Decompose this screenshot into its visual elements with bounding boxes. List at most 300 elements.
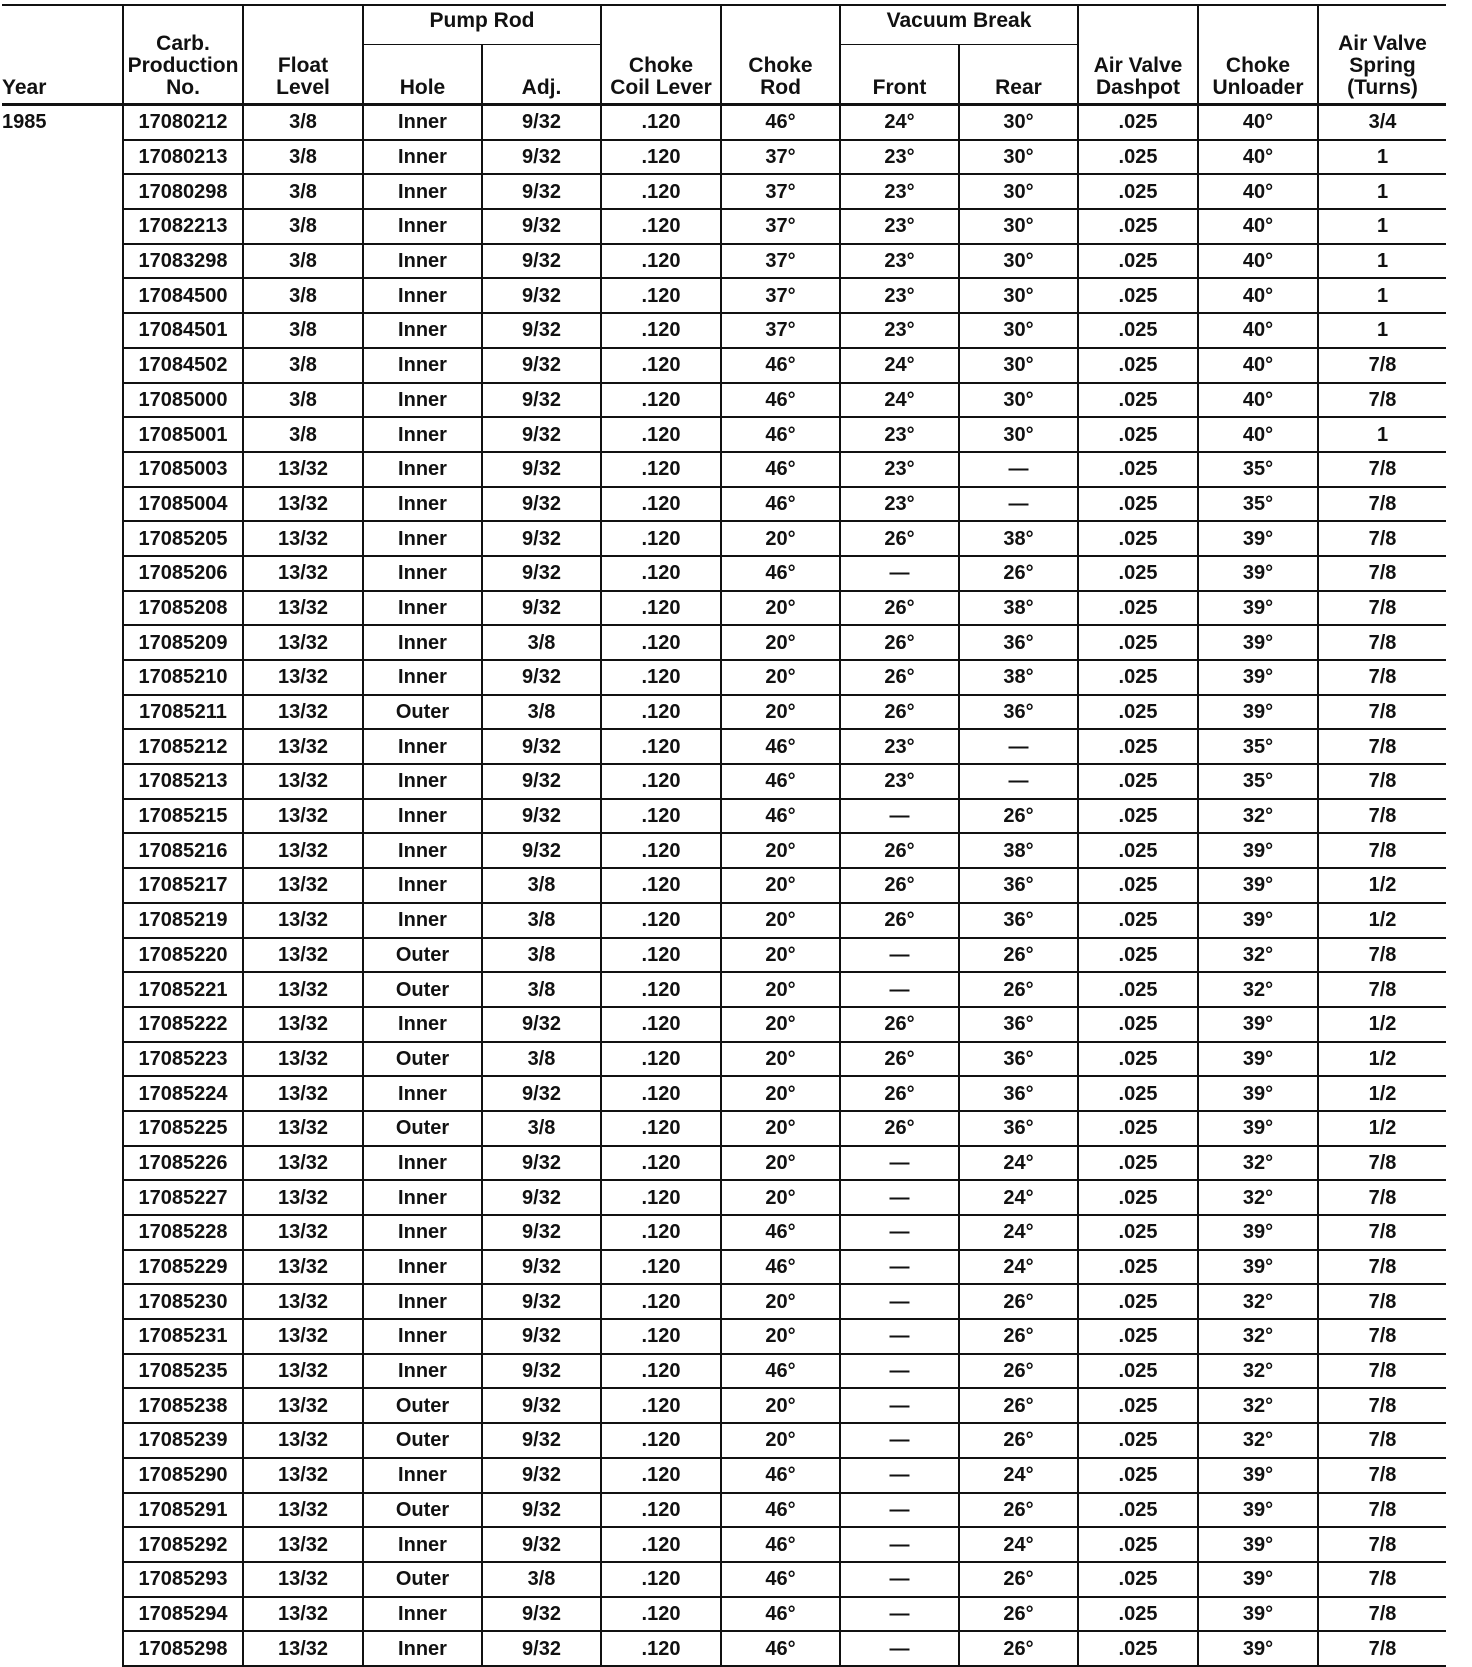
choke-unloader-cell: 39°: [1198, 833, 1318, 868]
air-valve-spring-cell: 7/8: [1318, 625, 1446, 660]
choke-unloader-cell: 32°: [1198, 1146, 1318, 1181]
air-valve-dashpot-cell: .025: [1078, 764, 1198, 799]
air-valve-dashpot-cell: .025: [1078, 1493, 1198, 1528]
air-valve-spring-cell: 7/8: [1318, 452, 1446, 487]
float-level-cell: 13/32: [243, 1250, 363, 1285]
carb-no-cell: 17080298: [123, 174, 243, 209]
air-valve-spring-cell: 7/8: [1318, 799, 1446, 834]
air-valve-dashpot-cell: .025: [1078, 1319, 1198, 1354]
air-valve-spring-cell: 7/8: [1318, 1319, 1446, 1354]
pump-adj-cell: 3/8: [482, 903, 601, 938]
vb-rear-cell: 26°: [959, 972, 1078, 1007]
table-row: [2, 1076, 1446, 1111]
choke-unloader-cell: 32°: [1198, 1423, 1318, 1458]
pump-hole-cell: Inner: [363, 452, 482, 487]
pump-adj-cell: 9/32: [482, 1458, 601, 1493]
choke-coil-lever-cell: .120: [601, 972, 721, 1007]
table-row: [2, 1215, 1446, 1250]
pump-adj-cell: 9/32: [482, 140, 601, 175]
air-valve-spring-cell: 7/8: [1318, 1250, 1446, 1285]
air-valve-spring-cell: 7/8: [1318, 591, 1446, 626]
table-row: [2, 1631, 1446, 1666]
carb-no-cell: 17085235: [123, 1354, 243, 1389]
table-row: [2, 1180, 1446, 1215]
vb-rear-cell: 26°: [959, 1319, 1078, 1354]
pump-hole-cell: Inner: [363, 278, 482, 313]
carb-no-cell: 17085216: [123, 833, 243, 868]
air-valve-dashpot-cell: .025: [1078, 903, 1198, 938]
choke-coil-lever-cell: .120: [601, 833, 721, 868]
carb-no-cell: 17085219: [123, 903, 243, 938]
pump-adj-cell: 9/32: [482, 764, 601, 799]
air-valve-spring-cell: 7/8: [1318, 695, 1446, 730]
choke-rod-cell: 20°: [721, 660, 840, 695]
vb-rear-cell: 30°: [959, 313, 1078, 348]
pump-hole-cell: Inner: [363, 1250, 482, 1285]
table-row: [2, 660, 1446, 695]
choke-coil-lever-cell: .120: [601, 903, 721, 938]
pump-adj-cell: 9/32: [482, 1631, 601, 1666]
pump-adj-cell: 9/32: [482, 556, 601, 591]
float-level-cell: 13/32: [243, 1562, 363, 1597]
vb-rear-cell: 26°: [959, 799, 1078, 834]
choke-coil-lever-cell: .120: [601, 1111, 721, 1146]
float-level-cell: 3/8: [243, 174, 363, 209]
choke-unloader-cell: 40°: [1198, 105, 1318, 140]
vb-rear-cell: 36°: [959, 903, 1078, 938]
carb-no-cell: 17083298: [123, 244, 243, 279]
vb-rear-cell: 30°: [959, 278, 1078, 313]
pump-hole-cell: Inner: [363, 1215, 482, 1250]
air-valve-spring-cell: 7/8: [1318, 1215, 1446, 1250]
choke-rod-cell: 46°: [721, 487, 840, 522]
choke-unloader-cell: 40°: [1198, 278, 1318, 313]
pump-hole-cell: Inner: [363, 1319, 482, 1354]
pump-adj-cell: 3/8: [482, 938, 601, 973]
float-level-cell: 13/32: [243, 903, 363, 938]
choke-unloader-cell: 39°: [1198, 1631, 1318, 1666]
pump-hole-cell: Outer: [363, 1388, 482, 1423]
choke-rod-cell: 37°: [721, 278, 840, 313]
pump-adj-cell: 9/32: [482, 1493, 601, 1528]
air-valve-spring-cell: 7/8: [1318, 1597, 1446, 1632]
air-valve-spring-cell: 7/8: [1318, 1527, 1446, 1562]
table-row: [2, 1146, 1446, 1181]
air-valve-spring-cell: 7/8: [1318, 938, 1446, 973]
table-row: [2, 799, 1446, 834]
choke-coil-lever-cell: .120: [601, 452, 721, 487]
air-valve-spring-cell: 7/8: [1318, 1631, 1446, 1666]
pump-hole-cell: Inner: [363, 487, 482, 522]
choke-rod-cell: 46°: [721, 1493, 840, 1528]
air-valve-dashpot-cell: .025: [1078, 1215, 1198, 1250]
choke-coil-lever-cell: .120: [601, 348, 721, 383]
air-valve-spring-cell: 1/2: [1318, 1042, 1446, 1077]
vb-rear-cell: 38°: [959, 591, 1078, 626]
choke-unloader-cell: 32°: [1198, 1354, 1318, 1389]
float-level-cell: 13/32: [243, 799, 363, 834]
carb-no-cell: 17085206: [123, 556, 243, 591]
air-valve-dashpot-cell: .025: [1078, 452, 1198, 487]
carb-no-cell: 17085209: [123, 625, 243, 660]
float-level-cell: 13/32: [243, 1354, 363, 1389]
vb-front-cell: —: [840, 938, 959, 973]
header-choke-unloader: Choke Unloader: [1198, 5, 1318, 105]
choke-coil-lever-cell: .120: [601, 729, 721, 764]
vb-rear-cell: 36°: [959, 625, 1078, 660]
carb-no-cell: 17085294: [123, 1597, 243, 1632]
pump-adj-cell: 9/32: [482, 1250, 601, 1285]
air-valve-dashpot-cell: .025: [1078, 1007, 1198, 1042]
pump-adj-cell: 9/32: [482, 209, 601, 244]
air-valve-dashpot-cell: .025: [1078, 278, 1198, 313]
carb-no-cell: 17085211: [123, 695, 243, 730]
choke-rod-cell: 20°: [721, 1180, 840, 1215]
air-valve-dashpot-cell: .025: [1078, 1180, 1198, 1215]
air-valve-dashpot-cell: .025: [1078, 1076, 1198, 1111]
carb-no-cell: 17085231: [123, 1319, 243, 1354]
vb-rear-cell: 36°: [959, 1076, 1078, 1111]
choke-unloader-cell: 32°: [1198, 1180, 1318, 1215]
choke-rod-cell: 46°: [721, 1527, 840, 1562]
pump-hole-cell: Outer: [363, 1111, 482, 1146]
pump-hole-cell: Inner: [363, 521, 482, 556]
vb-front-cell: —: [840, 1527, 959, 1562]
air-valve-dashpot-cell: .025: [1078, 348, 1198, 383]
float-level-cell: 13/32: [243, 868, 363, 903]
choke-unloader-cell: 40°: [1198, 348, 1318, 383]
float-level-cell: 13/32: [243, 1458, 363, 1493]
vb-front-cell: 26°: [840, 591, 959, 626]
carb-no-cell: 17085220: [123, 938, 243, 973]
float-level-cell: 13/32: [243, 938, 363, 973]
choke-coil-lever-cell: .120: [601, 487, 721, 522]
air-valve-spring-cell: 1/2: [1318, 903, 1446, 938]
choke-unloader-cell: 39°: [1198, 1527, 1318, 1562]
air-valve-spring-cell: 7/8: [1318, 1354, 1446, 1389]
air-valve-spring-cell: 7/8: [1318, 487, 1446, 522]
pump-adj-cell: 9/32: [482, 417, 601, 452]
float-level-cell: 13/32: [243, 452, 363, 487]
carb-no-cell: 17085001: [123, 417, 243, 452]
float-level-cell: 3/8: [243, 313, 363, 348]
choke-unloader-cell: 39°: [1198, 556, 1318, 591]
pump-hole-cell: Inner: [363, 1354, 482, 1389]
air-valve-dashpot-cell: .025: [1078, 244, 1198, 279]
carb-no-cell: 17085215: [123, 799, 243, 834]
pump-adj-cell: 9/32: [482, 452, 601, 487]
float-level-cell: 13/32: [243, 1007, 363, 1042]
air-valve-dashpot-cell: .025: [1078, 1388, 1198, 1423]
vb-rear-cell: 30°: [959, 383, 1078, 418]
carb-no-cell: 17085004: [123, 487, 243, 522]
choke-unloader-cell: 40°: [1198, 313, 1318, 348]
choke-coil-lever-cell: .120: [601, 1076, 721, 1111]
air-valve-spring-cell: 1: [1318, 417, 1446, 452]
air-valve-spring-cell: 7/8: [1318, 1388, 1446, 1423]
vb-front-cell: —: [840, 1180, 959, 1215]
air-valve-dashpot-cell: .025: [1078, 521, 1198, 556]
vb-front-cell: 26°: [840, 833, 959, 868]
table-row: [2, 1562, 1446, 1597]
choke-coil-lever-cell: .120: [601, 313, 721, 348]
air-valve-spring-cell: 1/2: [1318, 868, 1446, 903]
table-row: [2, 938, 1446, 973]
choke-rod-cell: 46°: [721, 1597, 840, 1632]
choke-coil-lever-cell: .120: [601, 105, 721, 140]
table-row: [2, 1527, 1446, 1562]
choke-unloader-cell: 32°: [1198, 1319, 1318, 1354]
float-level-cell: 13/32: [243, 556, 363, 591]
table-row: [2, 625, 1446, 660]
choke-coil-lever-cell: .120: [601, 383, 721, 418]
air-valve-dashpot-cell: .025: [1078, 1042, 1198, 1077]
air-valve-spring-cell: 7/8: [1318, 1423, 1446, 1458]
choke-coil-lever-cell: .120: [601, 868, 721, 903]
choke-rod-cell: 20°: [721, 695, 840, 730]
vb-front-cell: —: [840, 1388, 959, 1423]
table-row: [2, 1284, 1446, 1319]
vb-front-cell: —: [840, 1250, 959, 1285]
vb-front-cell: —: [840, 1597, 959, 1632]
pump-adj-cell: 3/8: [482, 1042, 601, 1077]
pump-hole-cell: Inner: [363, 799, 482, 834]
choke-unloader-cell: 39°: [1198, 868, 1318, 903]
air-valve-dashpot-cell: .025: [1078, 1111, 1198, 1146]
header-pump-rod: Pump Rod: [363, 5, 601, 45]
table-row: [2, 1111, 1446, 1146]
choke-coil-lever-cell: .120: [601, 1388, 721, 1423]
carb-no-cell: 17084502: [123, 348, 243, 383]
carb-no-cell: 17080213: [123, 140, 243, 175]
pump-hole-cell: Inner: [363, 833, 482, 868]
air-valve-dashpot-cell: .025: [1078, 174, 1198, 209]
choke-coil-lever-cell: .120: [601, 1527, 721, 1562]
pump-adj-cell: 3/8: [482, 1562, 601, 1597]
vb-rear-cell: 26°: [959, 1597, 1078, 1632]
vb-rear-cell: 36°: [959, 695, 1078, 730]
choke-rod-cell: 20°: [721, 868, 840, 903]
choke-rod-cell: 37°: [721, 313, 840, 348]
air-valve-dashpot-cell: .025: [1078, 868, 1198, 903]
air-valve-dashpot-cell: .025: [1078, 729, 1198, 764]
pump-hole-cell: Inner: [363, 383, 482, 418]
air-valve-dashpot-cell: .025: [1078, 799, 1198, 834]
pump-hole-cell: Inner: [363, 105, 482, 140]
vb-rear-cell: 24°: [959, 1146, 1078, 1181]
float-level-cell: 13/32: [243, 1180, 363, 1215]
choke-rod-cell: 20°: [721, 833, 840, 868]
table-row: [2, 348, 1446, 383]
air-valve-spring-cell: 1: [1318, 278, 1446, 313]
choke-coil-lever-cell: .120: [601, 1146, 721, 1181]
header-vacuum-break: Vacuum Break: [840, 5, 1078, 45]
choke-coil-lever-cell: .120: [601, 244, 721, 279]
float-level-cell: 13/32: [243, 521, 363, 556]
choke-rod-cell: 20°: [721, 521, 840, 556]
pump-adj-cell: 9/32: [482, 174, 601, 209]
header-pump-hole: Hole: [363, 45, 482, 105]
pump-adj-cell: 3/8: [482, 868, 601, 903]
air-valve-dashpot-cell: .025: [1078, 695, 1198, 730]
choke-coil-lever-cell: .120: [601, 1354, 721, 1389]
float-level-cell: 13/32: [243, 1493, 363, 1528]
air-valve-dashpot-cell: .025: [1078, 209, 1198, 244]
air-valve-dashpot-cell: .025: [1078, 591, 1198, 626]
table-row: [2, 1493, 1446, 1528]
carb-no-cell: 17084501: [123, 313, 243, 348]
air-valve-spring-cell: 7/8: [1318, 833, 1446, 868]
pump-adj-cell: 9/32: [482, 487, 601, 522]
float-level-cell: 13/32: [243, 729, 363, 764]
pump-adj-cell: 9/32: [482, 833, 601, 868]
choke-rod-cell: 46°: [721, 764, 840, 799]
pump-adj-cell: 9/32: [482, 1180, 601, 1215]
table-row: [2, 1250, 1446, 1285]
choke-unloader-cell: 40°: [1198, 174, 1318, 209]
choke-coil-lever-cell: .120: [601, 1597, 721, 1632]
table-row: [2, 105, 1446, 140]
choke-rod-cell: 20°: [721, 625, 840, 660]
air-valve-dashpot-cell: .025: [1078, 1597, 1198, 1632]
choke-coil-lever-cell: .120: [601, 1493, 721, 1528]
vb-rear-cell: 24°: [959, 1458, 1078, 1493]
float-level-cell: 13/32: [243, 1423, 363, 1458]
table-row: [2, 1423, 1446, 1458]
choke-unloader-cell: 39°: [1198, 1458, 1318, 1493]
float-level-cell: 13/32: [243, 660, 363, 695]
table-row: [2, 591, 1446, 626]
float-level-cell: 13/32: [243, 1319, 363, 1354]
pump-hole-cell: Inner: [363, 348, 482, 383]
choke-coil-lever-cell: .120: [601, 1319, 721, 1354]
vb-front-cell: 23°: [840, 313, 959, 348]
choke-rod-cell: 20°: [721, 1146, 840, 1181]
pump-hole-cell: Inner: [363, 174, 482, 209]
pump-hole-cell: Inner: [363, 1597, 482, 1632]
carb-no-cell: 17085293: [123, 1562, 243, 1597]
float-level-cell: 13/32: [243, 1111, 363, 1146]
pump-adj-cell: 9/32: [482, 383, 601, 418]
float-level-cell: 3/8: [243, 383, 363, 418]
float-level-cell: 13/32: [243, 591, 363, 626]
table-row: [2, 174, 1446, 209]
choke-unloader-cell: 39°: [1198, 1562, 1318, 1597]
carb-no-cell: 17085223: [123, 1042, 243, 1077]
choke-coil-lever-cell: .120: [601, 278, 721, 313]
choke-rod-cell: 20°: [721, 1388, 840, 1423]
air-valve-dashpot-cell: .025: [1078, 972, 1198, 1007]
air-valve-dashpot-cell: .025: [1078, 140, 1198, 175]
table-row: [2, 417, 1446, 452]
pump-hole-cell: Outer: [363, 1423, 482, 1458]
header-vb-front: Front: [840, 45, 959, 105]
vb-front-cell: 23°: [840, 278, 959, 313]
vb-rear-cell: 38°: [959, 660, 1078, 695]
table-row: [2, 556, 1446, 591]
vb-rear-cell: —: [959, 452, 1078, 487]
choke-coil-lever-cell: .120: [601, 1215, 721, 1250]
table-row: [2, 1597, 1446, 1632]
pump-adj-cell: 9/32: [482, 1146, 601, 1181]
pump-hole-cell: Inner: [363, 417, 482, 452]
pump-adj-cell: 9/32: [482, 278, 601, 313]
float-level-cell: 13/32: [243, 1597, 363, 1632]
carb-no-cell: 17085298: [123, 1631, 243, 1666]
vb-front-cell: —: [840, 1562, 959, 1597]
vb-rear-cell: 26°: [959, 556, 1078, 591]
header-air-valve-spring: Air Valve Spring (Turns): [1318, 5, 1446, 105]
table-row: [2, 1007, 1446, 1042]
choke-coil-lever-cell: .120: [601, 417, 721, 452]
carb-no-cell: 17084500: [123, 278, 243, 313]
float-level-cell: 13/32: [243, 1215, 363, 1250]
table-row: [2, 1458, 1446, 1493]
pump-adj-cell: 3/8: [482, 695, 601, 730]
pump-adj-cell: 9/32: [482, 591, 601, 626]
carb-no-cell: 17085225: [123, 1111, 243, 1146]
float-level-cell: 13/32: [243, 833, 363, 868]
pump-adj-cell: 9/32: [482, 1597, 601, 1632]
table-row: [2, 452, 1446, 487]
vb-rear-cell: 26°: [959, 938, 1078, 973]
vb-rear-cell: 24°: [959, 1215, 1078, 1250]
vb-rear-cell: 26°: [959, 1284, 1078, 1319]
vb-rear-cell: 38°: [959, 833, 1078, 868]
choke-unloader-cell: 39°: [1198, 1215, 1318, 1250]
pump-adj-cell: 9/32: [482, 1423, 601, 1458]
choke-unloader-cell: 35°: [1198, 764, 1318, 799]
pump-adj-cell: 9/32: [482, 1076, 601, 1111]
choke-unloader-cell: 32°: [1198, 1284, 1318, 1319]
choke-unloader-cell: 40°: [1198, 244, 1318, 279]
table-row: [2, 244, 1446, 279]
vb-front-cell: 26°: [840, 660, 959, 695]
choke-unloader-cell: 39°: [1198, 903, 1318, 938]
air-valve-spring-cell: 7/8: [1318, 1146, 1446, 1181]
air-valve-dashpot-cell: .025: [1078, 1562, 1198, 1597]
choke-rod-cell: 20°: [721, 903, 840, 938]
choke-rod-cell: 20°: [721, 1076, 840, 1111]
air-valve-spring-cell: 1: [1318, 209, 1446, 244]
choke-coil-lever-cell: .120: [601, 1284, 721, 1319]
pump-adj-cell: 9/32: [482, 660, 601, 695]
carb-no-cell: 17085217: [123, 868, 243, 903]
vb-front-cell: 26°: [840, 625, 959, 660]
pump-adj-cell: 3/8: [482, 972, 601, 1007]
float-level-cell: 13/32: [243, 1076, 363, 1111]
vb-rear-cell: 30°: [959, 417, 1078, 452]
air-valve-dashpot-cell: .025: [1078, 1423, 1198, 1458]
pump-hole-cell: Inner: [363, 1180, 482, 1215]
pump-hole-cell: Inner: [363, 1284, 482, 1319]
carb-no-cell: 17085290: [123, 1458, 243, 1493]
pump-adj-cell: 9/32: [482, 1527, 601, 1562]
header-choke-coil-lever: Choke Coil Lever: [601, 5, 721, 105]
table-row: [2, 313, 1446, 348]
choke-coil-lever-cell: .120: [601, 1458, 721, 1493]
carb-no-cell: 17085227: [123, 1180, 243, 1215]
pump-hole-cell: Inner: [363, 1146, 482, 1181]
choke-rod-cell: 37°: [721, 140, 840, 175]
air-valve-dashpot-cell: .025: [1078, 1631, 1198, 1666]
vb-rear-cell: 26°: [959, 1423, 1078, 1458]
air-valve-dashpot-cell: .025: [1078, 625, 1198, 660]
air-valve-dashpot-cell: .025: [1078, 313, 1198, 348]
table-row: [2, 729, 1446, 764]
pump-hole-cell: Inner: [363, 764, 482, 799]
vb-front-cell: 23°: [840, 487, 959, 522]
